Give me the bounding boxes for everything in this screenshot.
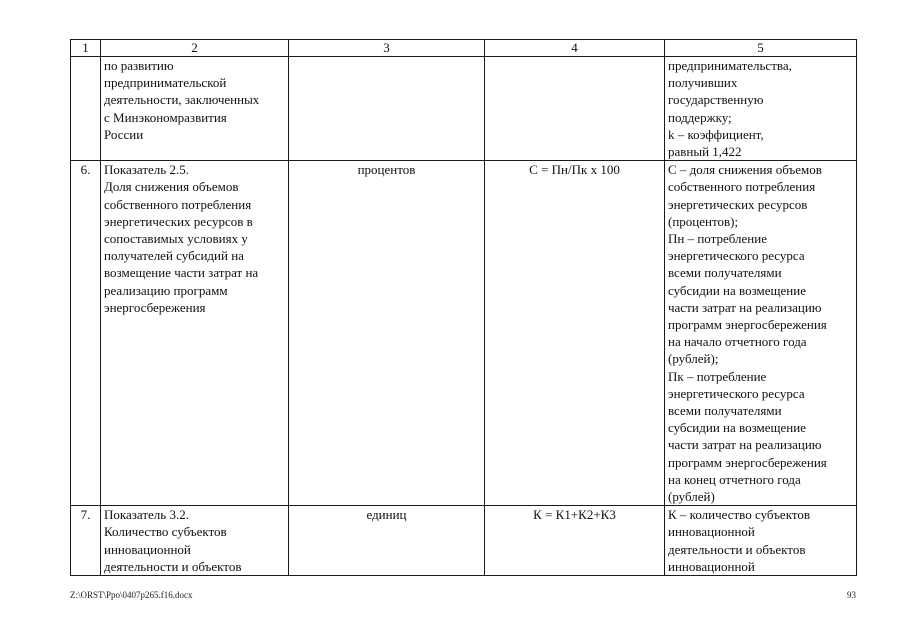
indicators-table: [70, 39, 857, 576]
description-cell: С – доля снижения объемов собственного потребления энергетических ресурсов (процентов); Пн – потребление энергетического ресурса всеми получателями субсидии на возмещение части затрат на реализацию программ энергосбережения на начало отчетного года (рублей); Пк – потребление энергетического ресурса всеми получателями субсидии на возмещение части затрат на реализацию программ энергосбережения на конец отчетного года (рублей): [665, 161, 857, 506]
header-cell: 4: [485, 40, 665, 57]
formula-cell: С = Пн/Пк х 100: [485, 161, 665, 506]
formula-cell: К = К1+К2+К3: [485, 506, 665, 576]
table-row: [71, 161, 857, 506]
indicator-cell: Показатель 3.2. Количество субъектов инновационной деятельности и объектов: [101, 506, 289, 576]
page-number: 93: [847, 590, 856, 600]
header-cell: 5: [665, 40, 857, 57]
row-number-cell: 6.: [71, 161, 101, 506]
header-cell: 2: [101, 40, 289, 57]
footer-file-path: Z:\ORST\Ppo\0407p265.f16.docx: [70, 590, 193, 600]
indicator-cell: по развитию предпринимательской деятельности, заключенных с Минэкономразвития России: [101, 57, 289, 161]
description-cell: предпринимательства, получивших государственную поддержку; k – коэффициент, равный 1,422: [665, 57, 857, 161]
header-cell: 1: [71, 40, 101, 57]
unit-cell: процентов: [289, 161, 485, 506]
table-header-row: [71, 40, 857, 57]
description-cell: К – количество субъектов инновационной деятельности и объектов инновационной: [665, 506, 857, 576]
table-row: [71, 506, 857, 576]
row-number-cell: [71, 57, 101, 161]
header-cell: 3: [289, 40, 485, 57]
formula-cell: [485, 57, 665, 161]
table-row: [71, 57, 857, 161]
unit-cell: единиц: [289, 506, 485, 576]
unit-cell: [289, 57, 485, 161]
indicator-cell: Показатель 2.5. Доля снижения объемов собственного потребления энергетических ресурсов в сопоставимых условиях у получателей субсидий на возмещение части затрат на реализацию программ энергосбережения: [101, 161, 289, 506]
row-number-cell: 7.: [71, 506, 101, 576]
